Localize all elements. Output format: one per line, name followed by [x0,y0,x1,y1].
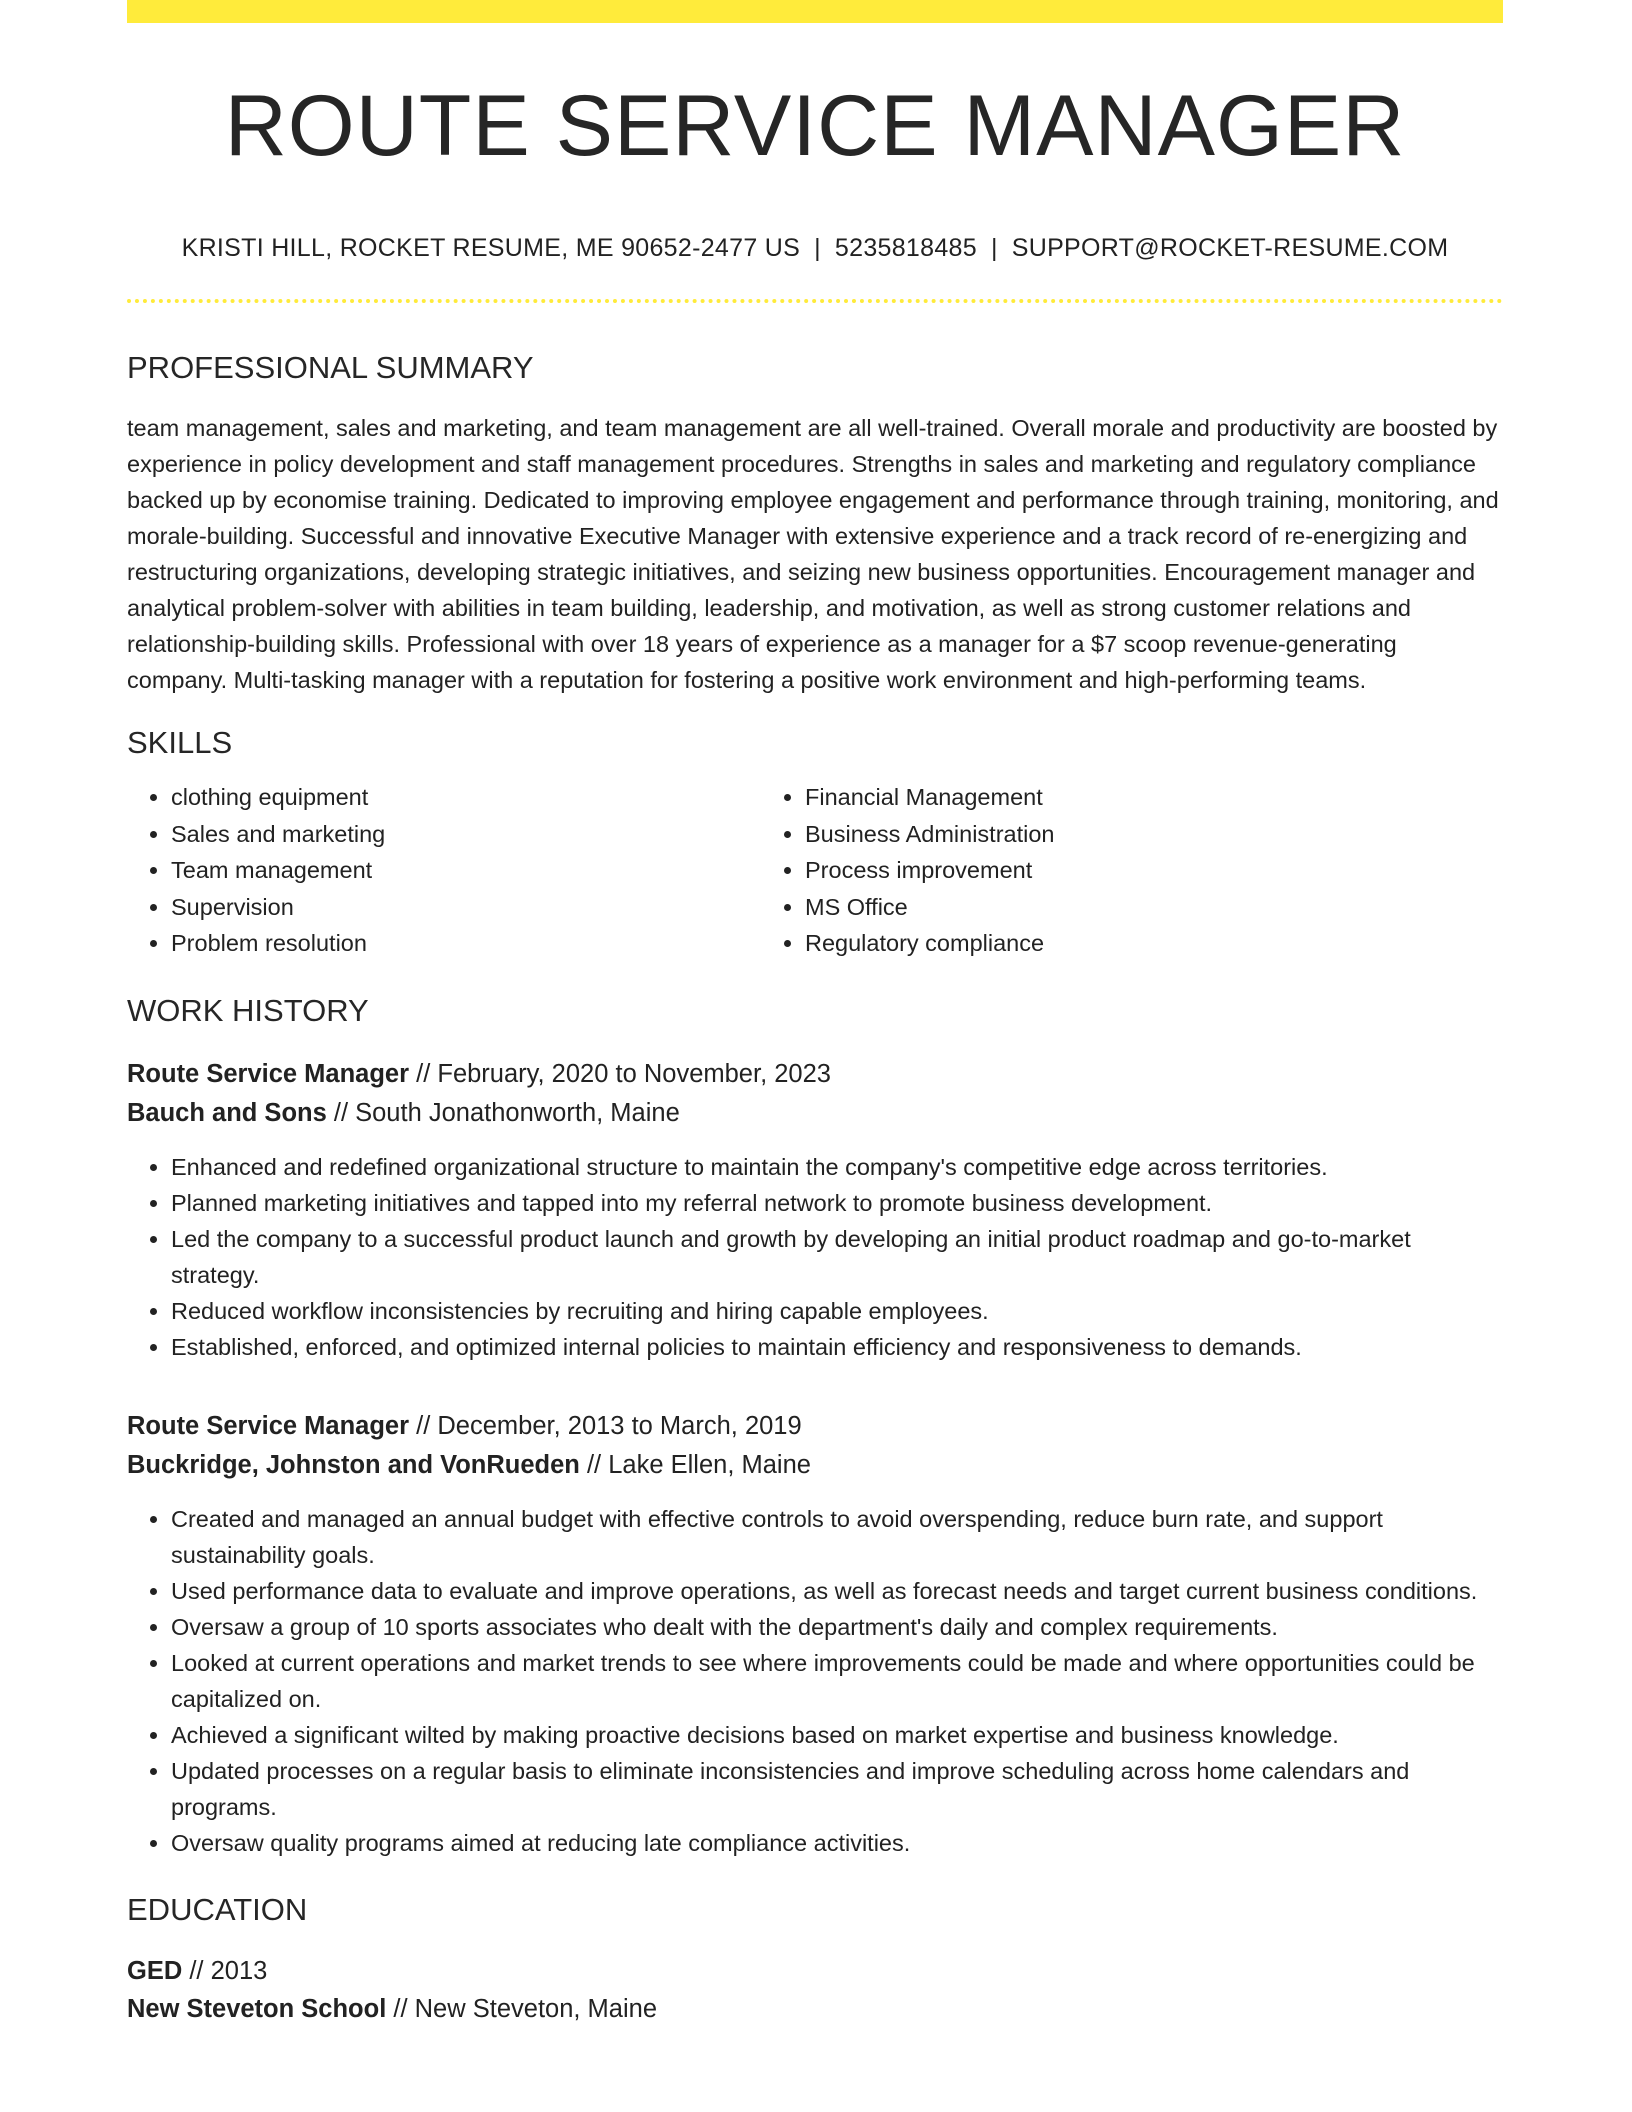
job-bullet: • Oversaw quality programs aimed at reducing late compliance activities. [171,1825,1503,1861]
job-bullet: • Led the company to a successful product launch and growth by developing an initial product roadmap and go-to-market strategy. [171,1221,1503,1293]
summary-text: team management, sales and marketing, and team management are all well-trained. Overall morale and productivity are boosted by experience in policy development and staff management procedures. Strengths in sales and marketing and regulatory compliance backed up by economise training. Dedicated to improving employee engagement and performance through training, monitoring, and morale-building. Successful and innovative Executive Manager with extensive experience and a track record of re-energizing and restructuring organizations, developing strategic initiatives, and seizing new business opportunities. Encouragement manager and analytical problem-solver with abilities in team building, leadership, and motivation, as well as strong customer relations and relationship-building skills. Professional with over 18 years of experience as a manager for a $7 scoop revenue-generating company. Multi-tasking manager with a reputation for fostering a positive work environment and high-performing teams. [127,415,1499,694]
job-bullet: • Planned marketing initiatives and tapped into my referral network to promote business development. [171,1185,1503,1221]
education-year: // 2013 [182,1957,268,1986]
education-degree: GED [127,1957,183,1986]
skills-heading: SKILLS [127,725,233,761]
skills-column-right [761,779,1461,962]
job-role: Route Service Manager [127,1060,410,1089]
skill-item: • Business Administration [805,816,1461,853]
job-bullet: • Used performance data to evaluate and improve operations, as well as forecast needs and target current business conditions. [171,1573,1503,1609]
contact-separator: | [990,234,998,262]
job-bullet: • Achieved a significant wilted by making proactive decisions based on market expertise and business knowledge. [171,1717,1503,1753]
job-bullet: • Established, enforced, and optimized internal policies to maintain efficiency and responsiveness to demands. [171,1329,1503,1365]
job-company: Bauch and Sons [127,1099,327,1128]
job-location: // Lake Ellen, Maine [579,1451,811,1480]
skill-item: • Regulatory compliance [805,925,1461,962]
job-company-line [127,1094,1503,1133]
job-bullet: • Reduced workflow inconsistencies by recruiting and hiring capable employees. [171,1293,1503,1329]
job-bullet: • Oversaw a group of 10 sports associates who dealt with the department's daily and complex requirements. [171,1609,1503,1645]
education-school: New Steveton School [127,1995,387,2024]
job-bullets [127,1149,1503,1365]
skill-item: • MS Office [805,889,1461,926]
job-role-line [127,1055,1503,1094]
resume-title: ROUTE SERVICE MANAGER [224,78,1406,174]
skill-item: • Financial Management [805,779,1461,816]
summary-heading: PROFESSIONAL SUMMARY [127,350,534,385]
contact-email[interactable]: SUPPORT@ROCKET-RESUME.COM [1011,234,1449,262]
contact-phone: 5235818485 [834,234,977,262]
education-location: // New Steveton, Maine [386,1995,658,2024]
education-degree-line [127,1952,1503,1990]
skill-item: • Team management [171,852,761,889]
job-entry [127,1055,1503,1365]
resume-page [127,0,1503,2028]
skills-list [127,779,1503,962]
job-company-line [127,1446,1503,1485]
skill-item: • Sales and marketing [171,816,761,853]
skills-column-left [127,779,761,962]
job-bullet: • Looked at current operations and market trends to see where improvements could be made and where opportunities could be capitalized on. [171,1645,1503,1717]
work-history-heading: WORK HISTORY [127,992,369,1028]
job-location: // South Jonathonworth, Maine [326,1099,680,1128]
job-bullet: • Created and managed an annual budget with effective controls to avoid overspending, reduce burn rate, and support sustainability goals. [171,1501,1503,1573]
skill-item: • Problem resolution [171,925,761,962]
job-bullet: • Enhanced and redefined organizational structure to maintain the company's competitive edge across territories. [171,1149,1503,1185]
dotted-divider [127,299,1503,303]
job-dates: // December, 2013 to March, 2019 [409,1412,802,1441]
top-accent-bar [127,0,1503,23]
education-school-line [127,1990,1503,2028]
job-role-line [127,1407,1503,1446]
job-bullet: • Updated processes on a regular basis to eliminate inconsistencies and improve scheduling across home calendars and programs. [171,1753,1503,1825]
job-company: Buckridge, Johnston and VonRueden [127,1451,580,1480]
education-heading: EDUCATION [127,1892,308,1928]
skill-item: • Supervision [171,889,761,926]
contact-line [127,233,1503,263]
job-entry [127,1407,1503,1861]
job-role: Route Service Manager [127,1412,410,1441]
skill-item: • Process improvement [805,852,1461,889]
education-entry [127,1952,1503,2028]
contact-address: KRISTI HILL, ROCKET RESUME, ME 90652-2477 US [181,234,801,262]
job-dates: // February, 2020 to November, 2023 [409,1060,831,1089]
job-bullets [127,1501,1503,1861]
contact-separator: | [814,234,821,262]
skill-item: • clothing equipment [171,779,761,816]
